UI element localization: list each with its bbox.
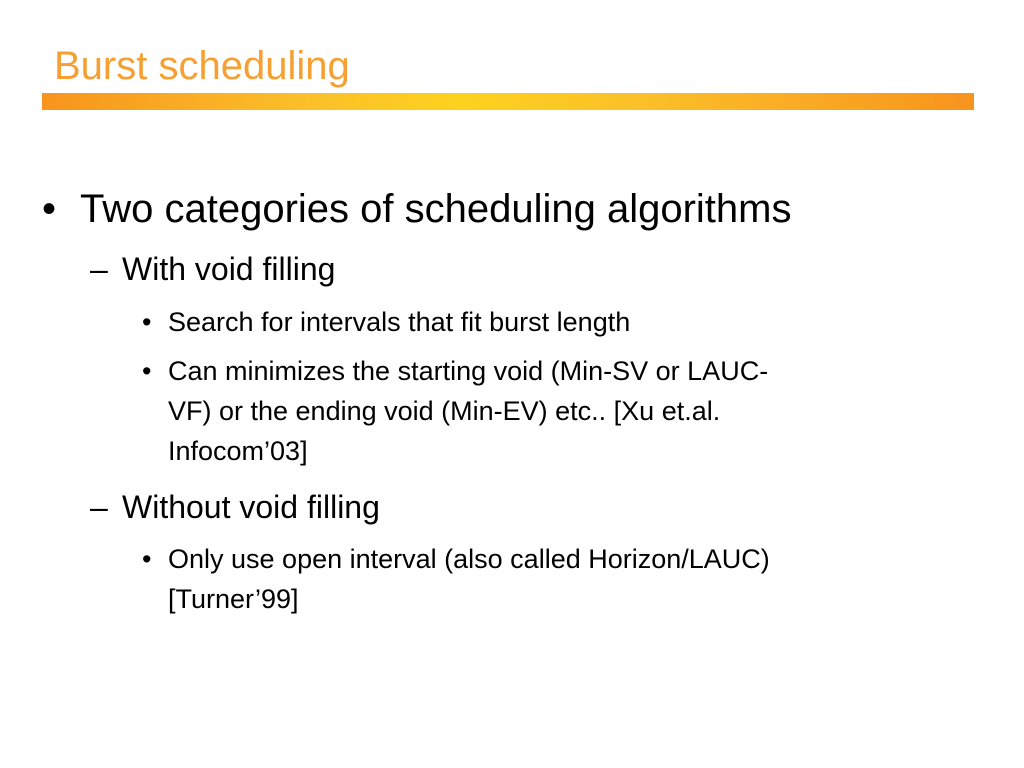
bullet-dot-icon: • [142,356,152,386]
title-underline-bar [42,93,974,110]
bullet-level3-text: Can minimizes the starting void (Min-SV or LAUC- [168,356,769,386]
bullet-level2-text: Without void filling [122,489,380,525]
bullet-level1-text: Two categories of scheduling algorithms [80,187,792,231]
bullet-level3-text-continued: VF) or the ending void (Min-EV) etc.. [Xu et.al. [168,396,721,426]
bullet-dot-icon: • [142,307,152,337]
bullet-dot-icon: • [42,187,57,231]
bullet-dot-icon: • [142,544,152,574]
bullet-level3-text: Search for intervals that fit burst length [168,307,631,337]
bullet-level3-text-continued: Infocom’03] [168,436,308,466]
bullet-level3-text: Only use open interval (also called Horizon/LAUC) [168,544,770,574]
bullet-level2-text: With void filling [122,251,336,287]
dash-marker-icon: – [90,489,108,525]
slide-title: Burst scheduling [54,44,350,88]
bullet-level3-text-continued: [Turner’99] [168,584,299,614]
dash-marker-icon: – [90,251,108,287]
